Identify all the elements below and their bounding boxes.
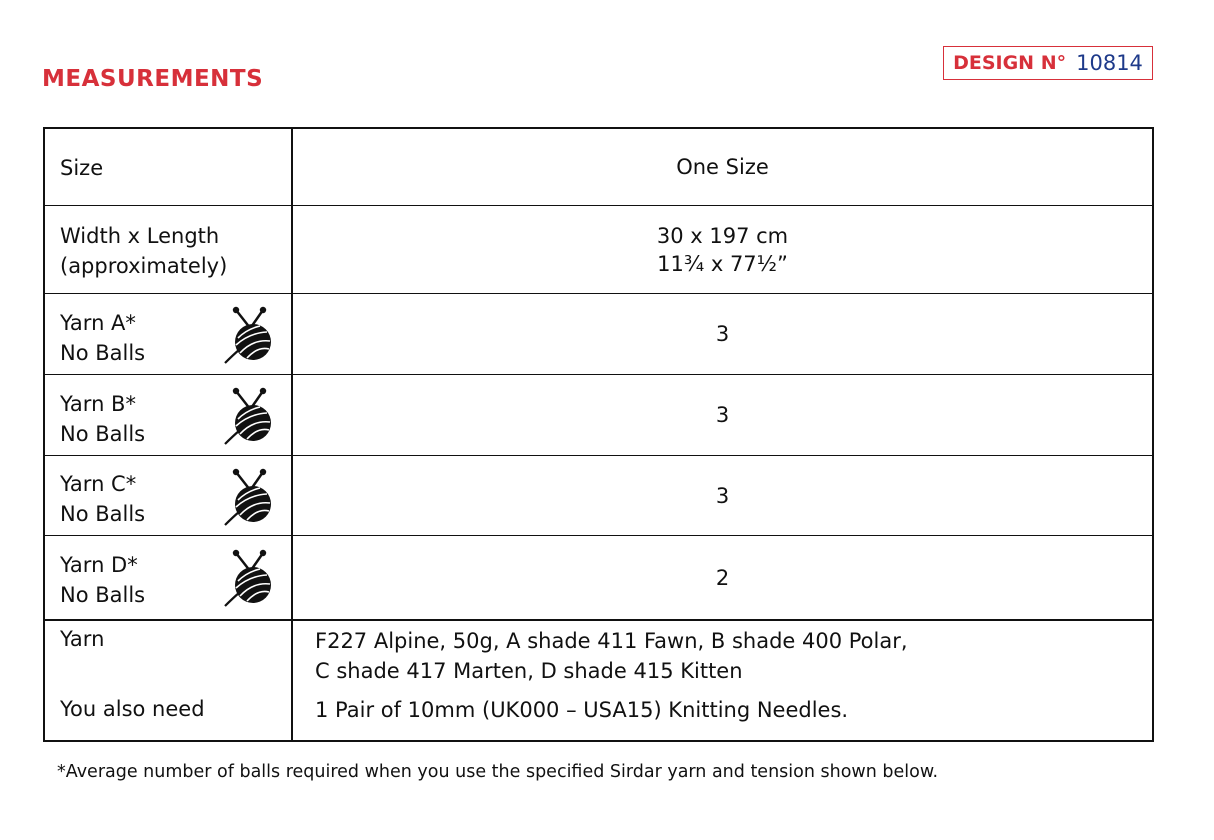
yarn-ball-needles-icon xyxy=(223,467,275,527)
yarn-c-label: Yarn C* xyxy=(60,472,137,496)
yarn-c-sublabel: No Balls xyxy=(60,502,146,526)
table-row-yarn-d xyxy=(45,536,1152,621)
yarn-d-label: Yarn D* xyxy=(60,553,138,577)
table-row-yarn-b xyxy=(45,375,1152,456)
design-number: 10814 xyxy=(1076,51,1143,75)
footnote: *Average number of balls required when you use the specified Sirdar yarn and tension shown below. xyxy=(57,762,939,782)
yarn-a-balls-value: 3 xyxy=(715,322,730,346)
yarn-c-balls-value: 3 xyxy=(715,483,730,508)
table-row-dimensions xyxy=(45,206,1152,294)
measurements-table xyxy=(43,127,1154,742)
size-value: One Size xyxy=(676,155,769,179)
yarn-a-label: Yarn A* xyxy=(60,311,136,335)
also-need-value: 1 Pair of 10mm (UK000 – USA15) Knitting Needles. xyxy=(315,698,849,722)
dimensions-label-line2: (approximately) xyxy=(60,254,228,278)
also-need-label: You also need xyxy=(60,697,205,721)
table-row-size xyxy=(45,129,1152,206)
yarn-ball-needles-icon xyxy=(223,548,275,608)
dimensions-value-cm: 30 x 197 cm xyxy=(656,223,789,248)
dimensions-label-line1: Width x Length xyxy=(60,224,220,248)
yarn-label: Yarn xyxy=(60,627,105,651)
yarn-value-line2: C shade 417 Marten, D shade 415 Kitten xyxy=(315,659,743,683)
dimensions-value-in: 11¾ x 77½” xyxy=(657,251,788,276)
table-row-materials xyxy=(45,621,1152,740)
page-title: MEASUREMENTS xyxy=(42,66,264,92)
yarn-value-line1: F227 Alpine, 50g, A shade 411 Fawn, B shade 400 Polar, xyxy=(315,629,908,653)
yarn-d-balls-value: 2 xyxy=(715,565,730,590)
yarn-a-sublabel: No Balls xyxy=(60,341,146,365)
design-label: DESIGN N° xyxy=(953,52,1067,74)
size-label: Size xyxy=(60,156,104,180)
yarn-b-balls-value: 3 xyxy=(715,403,730,427)
yarn-ball-needles-icon xyxy=(223,305,275,365)
yarn-ball-needles-icon xyxy=(223,386,275,446)
yarn-b-label: Yarn B* xyxy=(60,392,136,416)
table-row-yarn-c xyxy=(45,456,1152,536)
yarn-d-sublabel: No Balls xyxy=(60,583,146,607)
design-number-badge xyxy=(943,46,1153,80)
table-row-yarn-a xyxy=(45,294,1152,375)
yarn-b-sublabel: No Balls xyxy=(60,422,146,446)
